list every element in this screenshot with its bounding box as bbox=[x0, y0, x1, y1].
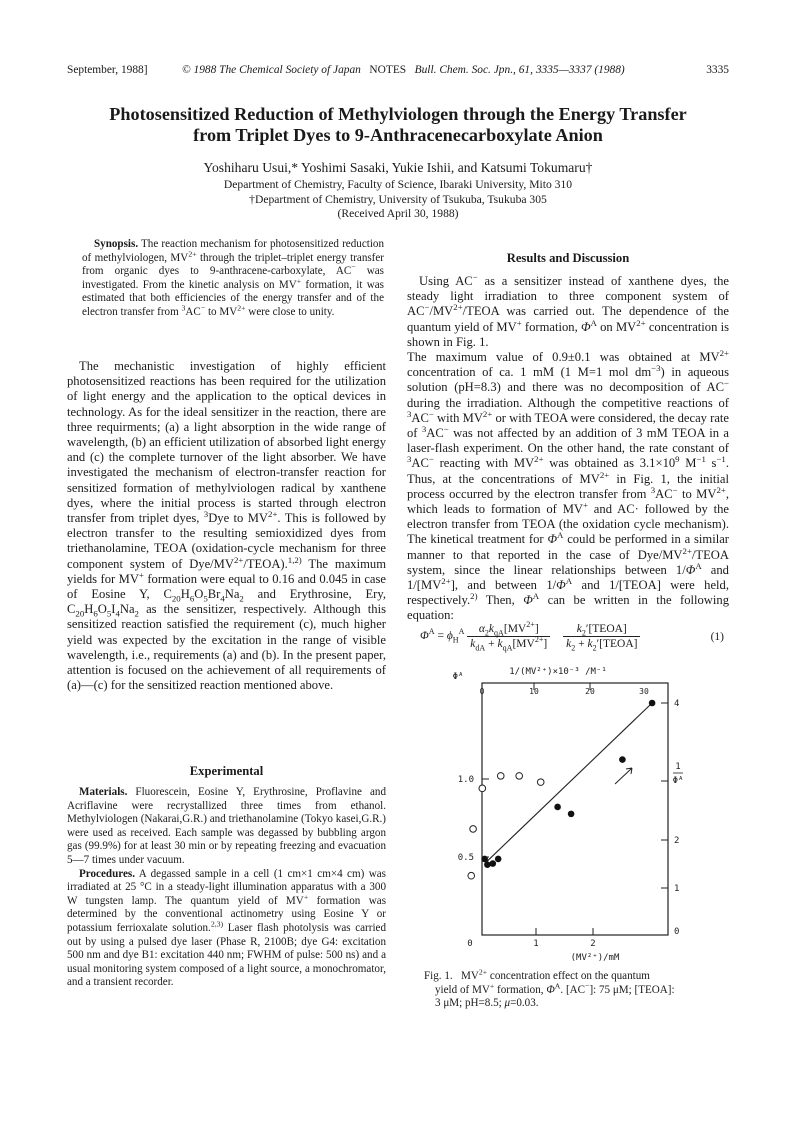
bottom-axis-label: (MV²⁺)/mM bbox=[570, 953, 620, 962]
right-axis-label-top: 1 bbox=[675, 762, 681, 772]
data-point-open bbox=[537, 779, 544, 786]
synopsis: Synopsis. The reaction mechanism for photosensitized reduction of methylviologen, $MV^{2+}$ through the triplet–triplet energy transfer from organic dyes to 9-anthracene-carboxylate, AC− was investigated. From the kinetic analysis on MV+ formation, it was estimated that both efficiencies of the energy transfer and of the electron transfer from $^3$AC− to $MV^{2+}$ were close to unity. bbox=[82, 238, 385, 318]
bottom-tick: 2 bbox=[590, 939, 596, 949]
equation-number: (1) bbox=[710, 631, 724, 643]
top-tick: 10 bbox=[529, 687, 539, 696]
header-date: September, 1988] bbox=[67, 64, 148, 76]
fit-line bbox=[485, 703, 652, 864]
right-tick: 1 bbox=[674, 884, 680, 894]
heading-results: Results and Discussion bbox=[506, 251, 630, 265]
data-point-filled bbox=[568, 811, 575, 818]
data-point-open bbox=[470, 826, 477, 833]
left-axis-label: Φᴬ bbox=[452, 672, 464, 682]
header-meta: © 1988 The Chemical Society of Japan NOTES Bull. Chem. Soc. Jpn., 61, 3335—3337 (1988) bbox=[182, 64, 625, 76]
figure-caption: Fig. 1. $MV^{2+}$ concentration effect on the quantum yield of MV+ formation, $\Phi^A$. [AC−]: 75 μM; [TEOA]: 3 μM; pH=8.5; μ=0.03. bbox=[424, 967, 675, 1010]
top-tick: 0 bbox=[479, 687, 485, 696]
top-tick: 30 bbox=[639, 687, 649, 696]
results-body: Using AC− as a sensitizer instead of xanthene dyes, the steady light irradiation to three component system of $AC^-/MV^{2+}$/TEOA was carried out. The dependence of the quantum yield of MV+ formation, $\Phi^A$ on $MV^{2+}$ concentration is shown in Fig. 1. The maximum value of 0.9±0.1 was obtained at $MV^{2+}$ concentration of ca. 1 mM (1 M=1 mol $dm^{-3}$) in aqueous solution (pH=8.3) and there was no decomposition of AC− during the irradiation. Although the competitive reactions of $^3$AC− with $MV^{2+}$ or with TEOA were considered, the decay rate of $^3$AC− was not affected by an addition of 3 mM TEOA in a laser-flash experiment. On the other hand, the rate constant of $^3$AC− reacting with $MV^{2+}$ was obtained as $3.1\times 10^9$ $M^{-1}$ $s^{-1}$. Thus, at the concentrations of $MV^{2+}$ in Fig. 1, the initial process occurred by the electron transfer from $^3$AC− to $MV^{2+}$, which leads to formation of MV+ and AC· followed by the electron transfer from TEOA (the oxidation cycle mechanism). The kinetical treatment for $\Phi^A$ could be performed in a similar manner to that reported in the case of Dye/$MV^{2+}$/TEOA system, since the linear relationships between $1/\Phi^A$ and $1/[MV^{2+}]$, and between $1/\Phi^A$ and 1/[TEOA] were held, respectively.$^{2)}$ Then, $\Phi^A$ can be written in the following equation: bbox=[407, 271, 730, 623]
right-tick: 4 bbox=[674, 699, 680, 709]
data-point-open bbox=[497, 773, 504, 780]
data-point-open bbox=[479, 785, 486, 792]
left-tick: 1.0 bbox=[457, 775, 474, 785]
experimental-body: Materials. Fluorescein, Eosine Y, Erythrosine, Proflavine and Acriflavine were recrystallized three times from ethanol. Methylviologen (Nakarai,G.R.) and triethanolamine (Tokyo kasei,G.R.) were used as received. Each sample was degassed by bubbling argon gas (99.9%) for at least 30 min or by repeating freezing and evacuation 5—7 times under vacuum. Procedures. A degassed sample in a cell (1 cm×1 cm×4 cm) was irradiated at 25 °C in a steady-light illumination apparatus with a 300 W tungsten lamp. The quantum yield of MV+ formation was determined by the conventional actinometry using Eosine Y or potassium ferrioxalate solution.$^{2,3)}$ Laser flash photolysis was carried out by using a pulsed dye laser (Phase R, 2100B; dye G4: excitation 500 nm and dye B1: excitation 440 nm; FWHM of pulse: 500 ns) and a usual monitoring system composed of a light source, a monochromator, and a transient recorder. bbox=[67, 786, 387, 989]
data-point-filled bbox=[649, 700, 656, 707]
bottom-tick: 1 bbox=[533, 939, 539, 949]
top-tick: 20 bbox=[585, 687, 595, 696]
data-point-open bbox=[468, 872, 475, 879]
data-point-filled bbox=[490, 860, 497, 867]
introduction: The mechanistic investigation of highly efficient photosensitized reactions has been required for the utilization of light energy and the application to the optical devices in technology. As for the ideal sensitizer in the reaction, there are three requirments; (a) a light absorption in the wide range of wavelength, (b) an efficient utilization of absorbed light energy and (c) the complete turnover of the light absorber. We have investigated the mechanism of electron-transfer reaction for sensitized formation of methylviologen radical by xanthene dyes, where the initial process is started through electron transfer from triplet dyes, $^3$Dye to $MV^{2+}$. This is followed by electron transfer to the resulting semioxidized dyes from triethanolamine, TEOA (oxidation-cycle mechanism for three component system of Dye/$MV^{2+}/TEOA).^{1,2)}$ The maximum yields for MV+ formation were equal to 0.16 and 0.045 in case of Eosine Y, $C_{20}H_6O_5Br_4Na_2$ and Erythrosine, Ery, $C_{20}H_6O_5I_4Na_2$ as the sensitizer, respectively. Although this sensitized reaction satisfied the requirement (c), much higher yield was expected by the excitation in the range of visible wavelength, i.e., requirements (a) and (b). In the present paper, attention is focused on the achievement of all requirements of (a)—(c) for the sensitized reaction mentioned above. bbox=[67, 359, 387, 693]
axis-indicator-arrow bbox=[615, 768, 632, 784]
figure-1 bbox=[410, 662, 710, 962]
authors: Yoshiharu Usui,* Yoshimi Sasaki, Yukie Ishii, and Katsumi Tokumaru† bbox=[203, 160, 593, 175]
affiliations: Department of Chemistry, Faculty of Science, Ibaraki University, Mito 310 †Department of Chemistry, University of Tsukuba, Tsukuba 305 (Received April 30, 1988) bbox=[223, 178, 573, 221]
data-point-open bbox=[516, 773, 523, 780]
plot-frame bbox=[479, 683, 668, 935]
data-point-filled bbox=[481, 856, 488, 863]
data-point-filled bbox=[495, 856, 502, 863]
right-tick: 2 bbox=[674, 836, 680, 846]
data-point-filled bbox=[619, 756, 626, 763]
header-page: 3335 bbox=[706, 64, 729, 76]
data-point-filled bbox=[554, 804, 561, 811]
bottom-tick: 0 bbox=[467, 939, 473, 949]
right-tick: 0 bbox=[674, 927, 680, 937]
top-axis-label: 1/(MV²⁺)×10⁻³ /M⁻¹ bbox=[509, 667, 607, 677]
paper-title: Photosensitized Reduction of Methylviologen through the Energy Transfer from Triplet Dyes to 9-Anthracenecarboxylate Anion bbox=[109, 104, 687, 145]
equation-1: $\Phi^A = \phi_H^A$ $\frac{\alpha_2k_{qA}[MV^{2+}]}{k_{dA} + k_{qA}[MV^{2+}]}$ $\frac{k_2'[TEOA]}{k_2 + k_2'[TEOA]}$ (1) bbox=[420, 620, 724, 653]
left-tick: 0.5 bbox=[457, 853, 474, 863]
right-axis-label-bottom: Φᴬ bbox=[672, 776, 684, 786]
heading-experimental: Experimental bbox=[189, 764, 264, 778]
